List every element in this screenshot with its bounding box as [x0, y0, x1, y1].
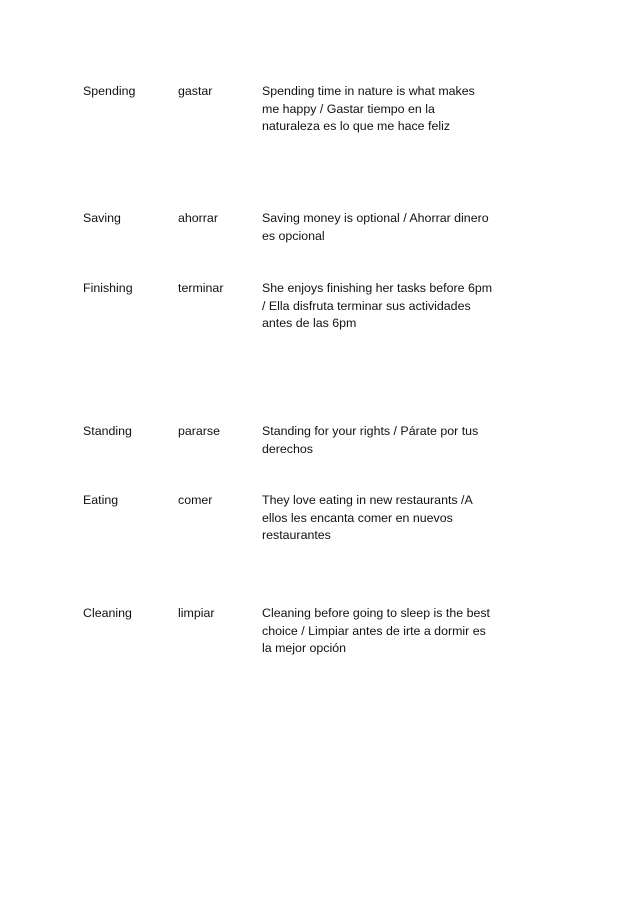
example-line: Spending time in nature is what makes — [262, 84, 475, 98]
spanish-term: terminar — [178, 281, 224, 295]
example-line: la mejor opción — [262, 641, 347, 656]
spanish-term: comer — [178, 493, 213, 507]
spanish-term: gastar — [178, 84, 213, 98]
example-line: naturaleza es lo que me hace feliz — [262, 119, 451, 134]
example-sentence — [262, 492, 512, 545]
example-line: restaurantes — [262, 528, 331, 543]
example-line: Standing for your rights / Párate por tus — [262, 424, 479, 438]
example-line: She enjoys finishing her tasks before 6pm — [262, 281, 493, 295]
english-term: Saving — [83, 211, 121, 225]
example-sentence — [262, 423, 512, 458]
english-term: Finishing — [83, 281, 133, 295]
example-sentence — [262, 605, 512, 658]
example-line: derechos — [262, 441, 313, 456]
english-term: Standing — [83, 424, 132, 438]
example-line: es opcional — [262, 228, 325, 243]
example-line: me happy / Gastar tiempo en la — [262, 101, 435, 116]
example-sentence — [262, 83, 512, 136]
example-line: ellos les encanta comer en nuevos — [262, 510, 453, 525]
example-line: Cleaning before going to sleep is the best — [262, 606, 491, 620]
example-line: antes de las 6pm — [262, 316, 357, 331]
english-term: Eating — [83, 493, 119, 507]
example-line: Saving money is optional / Ahorrar dinero — [262, 211, 489, 225]
spanish-term: limpiar — [178, 606, 215, 620]
example-line: choice / Limpiar antes de irte a dormir es — [262, 623, 486, 638]
example-line: They love eating in new restaurants /A — [262, 493, 473, 507]
example-line: / Ella disfruta terminar sus actividades — [262, 298, 471, 313]
english-term: Cleaning — [83, 606, 132, 620]
example-sentence — [262, 210, 512, 245]
example-sentence — [262, 280, 512, 333]
spanish-term: pararse — [178, 424, 221, 438]
spanish-term: ahorrar — [178, 211, 218, 225]
english-term: Spending — [83, 84, 136, 98]
